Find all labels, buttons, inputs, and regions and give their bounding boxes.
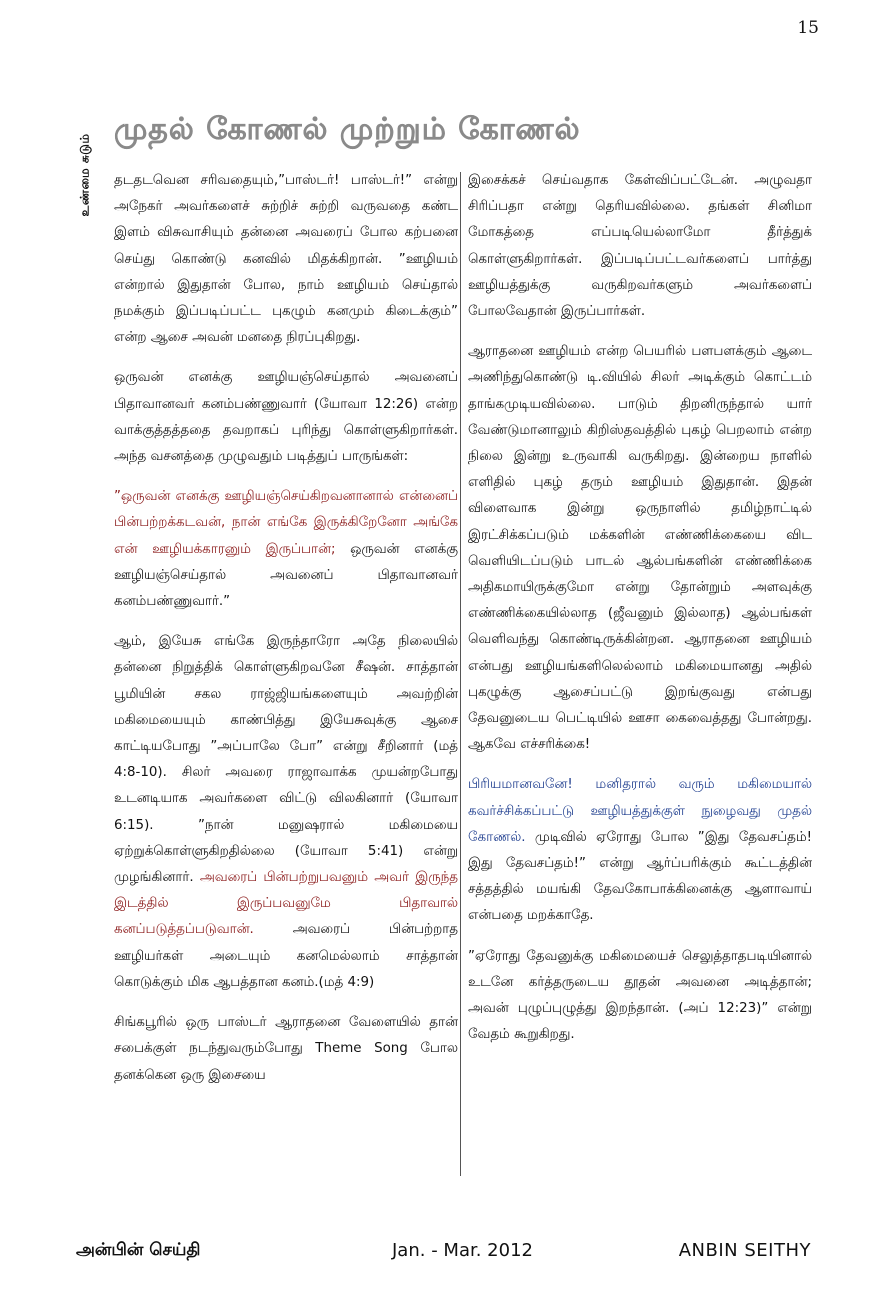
article-body	[114, 168, 820, 1174]
paragraph: ஒருவன் எனக்கு ஊழியஞ்செய்தால் அவனைப் பிதாவானவர் கனம்பண்ணுவார் (யோவா 12:26) என்ற வாக்குத்தத்ததை தவறாகப் புரிந்து கொள்ளுகிறார்கள். அந்த வசனத்தை முழுவதும் படித்துப் பாருங்கள்:	[114, 370, 458, 465]
section-label	[74, 110, 98, 240]
article-title: முதல் கோணல் முற்றும் கோணல்	[114, 112, 581, 147]
paragraph	[114, 629, 458, 996]
quote-paragraph	[114, 484, 458, 615]
paragraph: இசைக்கச் செய்வதாக கேள்விப்பட்டேன். அழுவதா சிரிப்பதா என்று தெரியவில்லை. தங்கள் சினிமா மோகத்தை எப்படியெல்லாமோ தீர்த்துக் கொள்ளுகிறார்கள். இப்படிப்பட்டவர்களைப் பார்த்து ஊழியத்துக்கு வருகிறவர்களும் அவர்களைப் போலவேதான் இருப்பார்கள்.	[468, 173, 812, 320]
left-column	[114, 168, 458, 1103]
section-label-text: உண்மை சுடும்	[78, 133, 93, 217]
column-divider	[460, 172, 461, 1176]
footer-magazine-name-english: ANBIN SEITHY	[678, 1240, 811, 1261]
paragraph-text: முடிவில் ஏரோது போல ”இது தேவசப்தம்! இது தேவசப்தம்!” என்று ஆர்ப்பரிக்கும் கூட்டத்தின் சத்தத்தில் மயங்கி தேவகோபாக்கினைக்கு ஆளாவாய் என்பதை மறக்காதே.	[468, 829, 812, 924]
right-column	[468, 168, 812, 1063]
page-footer	[0, 1240, 887, 1270]
paragraph: சிங்கபூரில் ஒரு பாஸ்டர் ஆராதனை வேளையில் தான் சபைக்குள் நடந்துவரும்போது Theme Song போல தனக்கென ஒரு இசையை	[114, 1015, 458, 1083]
paragraph	[468, 772, 812, 929]
paragraph-text: அவரைப் பின்பற்றாத ஊழியர்கள் அடையும் கனமெல்லாம் சாத்தான் கொடுக்கும் மிக ஆபத்தான கனம்.(மத் 4:9)	[114, 922, 458, 990]
paragraph: தடதடவென சரிவதையும்,”பாஸ்டர்! பாஸ்டர்!” என்று அநேகர் அவர்களைச் சுற்றிச் சுற்றி வருவதை கண்ட இளம் விசுவாசியும் தன்னை அவரைப் போல கற்பனை செய்து கொண்டு கனவில் மிதக்கிறான். ”ஊழியம் என்றால் இதுதான் போல, நாம் ஊழியம் செய்தால் நமக்கும் இப்படிப்பட்ட புகழும் கனமும் கிடைக்கும்” என்ற ஆசை அவன் மனதை நிரப்புகிறது.	[114, 173, 458, 346]
page-number: 15	[797, 18, 819, 38]
paragraph: ”ஏரோது தேவனுக்கு மகிமையைச் செலுத்தாதபடியினால் உடனே கர்த்தருடைய தூதன் அவனை அடித்தான்; அவன் புழுப்புழுத்து இறந்தான். (அப் 12:23)” என்று வேதம் கூறுகிறது.	[468, 948, 812, 1043]
verse-quote-end: ஒருவன் எனக்கு ஊழியஞ்செய்தால் அவனைப் பிதாவானவர் கனம்பண்ணுவார்.”	[114, 541, 458, 610]
highlight-text: பிரியமானவனே! மனிதரால் வரும் மகிமையால் கவர்ச்சிக்கப்பட்டு ஊழியத்துக்குள் நுழைவது முதல் கோணல்.	[468, 777, 812, 845]
verse-quote: ”ஒருவன் எனக்கு ஊழியஞ்செய்கிறவனானால் என்னைப் பின்பற்றக்கடவன், நான் எங்கே இருக்கிறேனோ அங்கே என் ஊழியக்காரனும் இருப்பான்;	[114, 489, 458, 557]
highlight-text: அவரைப் பின்பற்றுபவனும் அவர் இருந்த இடத்தில் இருப்பவனுமே பிதாவால் கனப்படுத்தப்படுவான்.	[114, 870, 458, 938]
footer-issue-date: Jan. - Mar. 2012	[392, 1240, 533, 1261]
paragraph-text: ஆம், இயேசு எங்கே இருந்தாரோ அதே நிலையில் தன்னை நிறுத்திக் கொள்ளுகிறவனே சீஷன். சாத்தான் பூமியின் சகல ராஜ்ஜியங்களையும் அவற்றின் மகிமையையும் காண்பித்து இயேசுவுக்கு ஆசை காட்டியபோது ”அப்பாலே போ” என்று சீறினார் (மத் 4:8-10). சிலர் அவரை ராஜாவாக்க முயன்றபோது உடனடியாக அவர்களை விட்டு விலகினார் (யோவா 6:15). ”நான் மனுஷரால் மகிமையை ஏற்றுக்கொள்ளுகிறதில்லை (யோவா 5:41) என்று முழங்கினார்.	[114, 634, 458, 886]
paragraph: ஆராதனை ஊழியம் என்ற பெயரில் பளபளக்கும் ஆடை அணிந்துகொண்டு டி.வியில் சிலர் அடிக்கும் கொட்டம் தாங்கமுடியவில்லை. பாடும் திறனிருந்தால் யார் வேண்டுமானாலும் கிறிஸ்தவத்தில் புகழ் பெறலாம் என்ற நிலை இன்று உருவாகி வருகிறது. இன்றைய நாளில் எளிதில் புகழ் தரும் ஊழியம் இதுதான். இதன் விளைவாக இன்று ஒருநாளில் தமிழ்நாட்டில் இரட்சிக்கப்படும் மக்களின் எண்ணிக்கையை விட வெளியிடப்படும் பாடல் ஆல்பங்களின் எண்ணிக்கை அதிகமாயிருக்குமோ என்று தோன்றும் அளவுக்கு எண்ணிக்கையில்லாத (ஜீவனும் இல்லாத) ஆல்பங்கள் வெளிவந்து கொண்டிருக்கின்றன. ஆராதனை ஊழியம் என்பது ஊழியங்களிலெல்லாம் மகிமையானது அதில் புகழுக்கு ஆசைப்பட்டு இறங்குவது என்பது தேவனுடைய பெட்டியில் ஊசா கைவைத்தது போன்றது. ஆகவே எச்சரிக்கை!	[468, 344, 812, 753]
footer-magazine-name: அன்பின் செய்தி	[76, 1240, 201, 1260]
